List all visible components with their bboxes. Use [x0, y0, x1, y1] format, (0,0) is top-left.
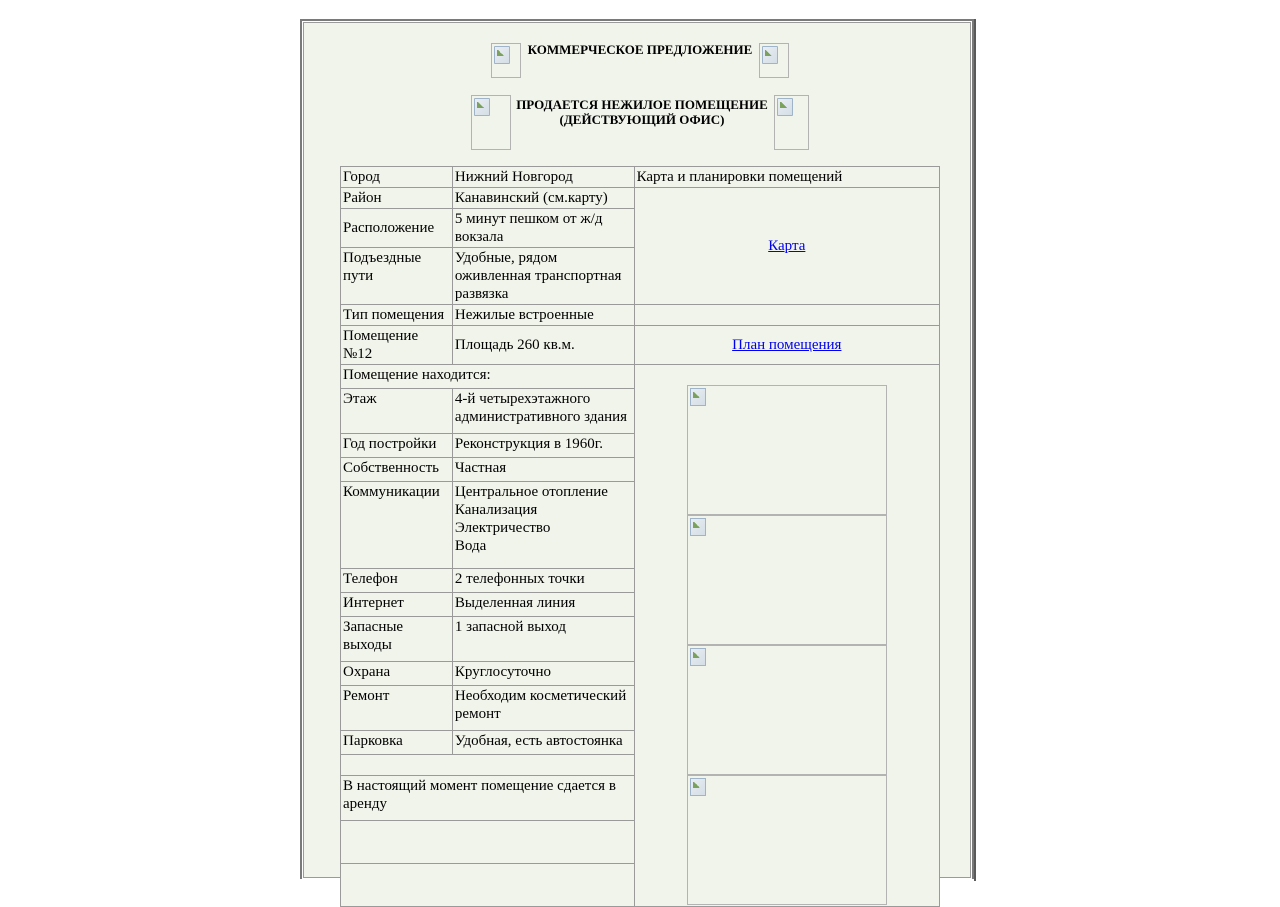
offer-subtitle-line2: (ДЕЙСТВУЮЩИЙ ОФИС) — [559, 112, 725, 127]
district-label: Район — [341, 188, 453, 209]
empty-cell — [634, 305, 939, 326]
spacer-row — [341, 755, 635, 776]
photo-2-image-icon — [687, 515, 887, 645]
utilities-label: Коммуникации — [341, 482, 453, 568]
utility-item: Вода — [454, 538, 487, 555]
type-label: Тип помещения — [341, 305, 453, 326]
photo-1-image-icon — [687, 385, 887, 515]
internet-label: Интернет — [341, 592, 453, 616]
utility-item: Электричество — [454, 520, 551, 537]
property-table — [340, 166, 940, 907]
security-value: Круглосуточно — [452, 661, 634, 685]
located-label: Помещение находится: — [341, 365, 635, 389]
parking-label: Парковка — [341, 730, 453, 754]
repair-label: Ремонт — [341, 685, 453, 730]
photo-3-image-icon — [687, 645, 887, 775]
exits-label: Запасные выходы — [341, 616, 453, 661]
subheader-left-image-icon — [471, 95, 511, 150]
photo-4-image-icon — [687, 775, 887, 905]
photo-stack — [637, 366, 937, 905]
security-label: Охрана — [341, 661, 453, 685]
phone-value: 2 телефонных точки — [452, 568, 634, 592]
access-value: Удобные, рядом оживленная транспортная развязка — [452, 248, 634, 305]
phone-label: Телефон — [341, 568, 453, 592]
offer-subtitle — [512, 97, 772, 127]
district-value: Канавинский (см.карту) — [452, 188, 634, 209]
map-link[interactable]: Карта — [768, 238, 806, 254]
subheader-right-image-icon — [774, 95, 809, 150]
spacer-row-3 — [341, 864, 635, 907]
built-value: Реконструкция в 1960г. — [452, 434, 634, 458]
spacer-row-2 — [341, 821, 635, 864]
maps-header: Карта и планировки помещений — [634, 167, 939, 188]
photos-cell — [634, 365, 939, 907]
exits-value: 1 запасной выход — [452, 616, 634, 661]
utilities-value — [452, 482, 634, 568]
city-value: Нижний Новгород — [452, 167, 634, 188]
floor-value: 4-й четырехэтажного административного здания — [452, 389, 634, 434]
plan-cell — [634, 326, 939, 365]
header-right-image-icon — [759, 43, 789, 78]
utility-item: Канализация — [454, 502, 538, 519]
offer-title: КОММЕРЧЕСКОЕ ПРЕДЛОЖЕНИЕ — [527, 42, 753, 57]
built-label: Год постройки — [341, 434, 453, 458]
header-left-image-icon — [491, 43, 521, 78]
access-label: Подъездные пути — [341, 248, 453, 305]
map-cell — [634, 188, 939, 305]
city-label: Город — [341, 167, 453, 188]
room-label: Помещение №12 — [341, 326, 453, 365]
repair-value: Необходим косметический ремонт — [452, 685, 634, 730]
location-label: Расположение — [341, 209, 453, 248]
type-value: Нежилые встроенные — [452, 305, 634, 326]
room-value: Площадь 260 кв.м. — [452, 326, 634, 365]
floor-label: Этаж — [341, 389, 453, 434]
utility-item: Центральное отопление — [454, 484, 608, 501]
parking-value: Удобная, есть автостоянка — [452, 730, 634, 754]
plan-link[interactable]: План помещения — [732, 337, 842, 353]
rent-note: В настоящий момент помещение сдается в аренду — [341, 776, 635, 821]
location-value: 5 минут пешком от ж/д вокзала — [452, 209, 634, 248]
internet-value: Выделенная линия — [452, 592, 634, 616]
ownership-value: Частная — [452, 458, 634, 482]
offer-subtitle-line1: ПРОДАЕТСЯ НЕЖИЛОЕ ПОМЕЩЕНИЕ — [516, 97, 768, 112]
ownership-label: Собственность — [341, 458, 453, 482]
